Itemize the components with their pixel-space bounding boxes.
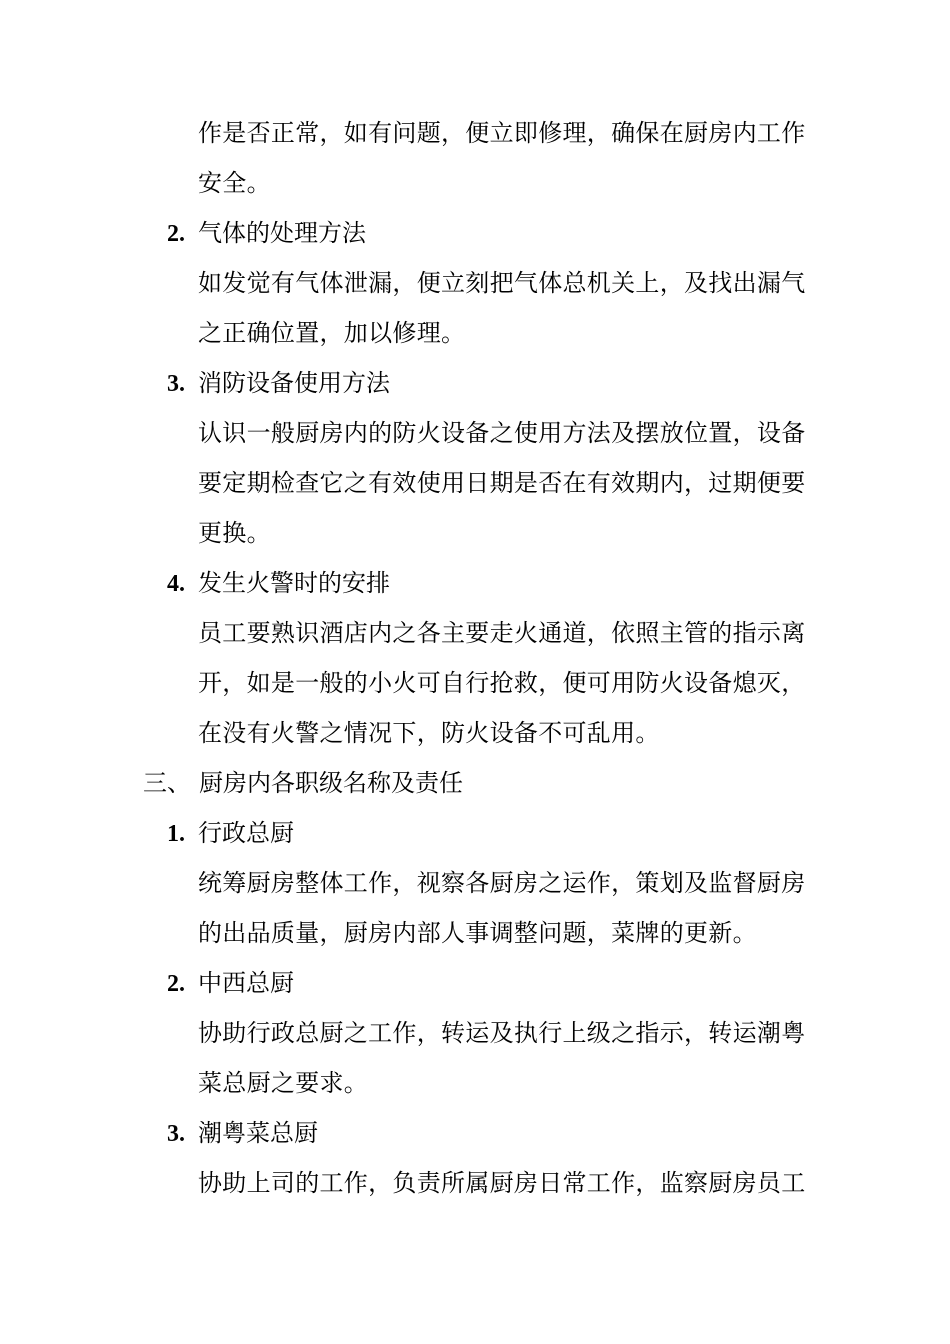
paragraph-line: 开，如是一般的小火可自行抢救，便可用防火设备熄灭， bbox=[198, 669, 806, 697]
paragraph-line: 在没有火警之情况下，防火设备不可乱用。 bbox=[198, 719, 660, 747]
paragraph-line: 协助行政总厨之工作，转运及执行上级之指示，转运潮粤 bbox=[198, 1019, 806, 1047]
section-number: 三、 bbox=[143, 769, 191, 797]
list-item-heading bbox=[167, 967, 294, 1000]
list-item-title: 消防设备使用方法 bbox=[198, 369, 390, 397]
list-item-number: 2. bbox=[167, 221, 185, 247]
list-item-number: 3. bbox=[167, 371, 185, 397]
list-item-heading bbox=[167, 1117, 318, 1150]
paragraph-line: 员工要熟识酒店内之各主要走火通道，依照主管的指示离 bbox=[198, 619, 806, 647]
paragraph-line: 更换。 bbox=[198, 519, 271, 547]
paragraph-line: 之正确位置，加以修理。 bbox=[198, 319, 466, 347]
list-item-number: 3. bbox=[167, 1121, 185, 1147]
list-item-title: 气体的处理方法 bbox=[198, 219, 366, 247]
paragraph-line: 认识一般厨房内的防火设备之使用方法及摆放位置，设备 bbox=[198, 419, 806, 447]
paragraph-line: 的出品质量，厨房内部人事调整问题，菜牌的更新。 bbox=[198, 919, 757, 947]
paragraph-line: 协助上司的工作，负责所属厨房日常工作，监察厨房员工 bbox=[198, 1169, 806, 1197]
paragraph-line: 菜总厨之要求。 bbox=[198, 1069, 369, 1097]
section-title: 厨房内各职级名称及责任 bbox=[199, 769, 463, 797]
section-heading bbox=[143, 767, 463, 799]
list-item-title: 潮粤菜总厨 bbox=[198, 1119, 318, 1147]
paragraph-line: 如发觉有气体泄漏，便立刻把气体总机关上，及找出漏气 bbox=[198, 269, 806, 297]
paragraph-line: 作是否正常，如有问题，便立即修理，确保在厨房内工作 bbox=[198, 119, 806, 147]
paragraph-line: 安全。 bbox=[198, 169, 271, 197]
list-item-number: 4. bbox=[167, 571, 185, 597]
paragraph-line: 要定期检查它之有效使用日期是否在有效期内，过期便要 bbox=[198, 469, 806, 497]
list-item-title: 发生火警时的安排 bbox=[198, 569, 390, 597]
list-item-heading bbox=[167, 567, 390, 600]
list-item-title: 行政总厨 bbox=[198, 819, 294, 847]
list-item-number: 1. bbox=[167, 821, 185, 847]
list-item-heading bbox=[167, 817, 294, 850]
list-item-title: 中西总厨 bbox=[198, 969, 294, 997]
paragraph-line: 统筹厨房整体工作，视察各厨房之运作，策划及监督厨房 bbox=[198, 869, 806, 897]
list-item-heading bbox=[167, 367, 390, 400]
list-item-number: 2. bbox=[167, 971, 185, 997]
list-item-heading bbox=[167, 217, 366, 250]
